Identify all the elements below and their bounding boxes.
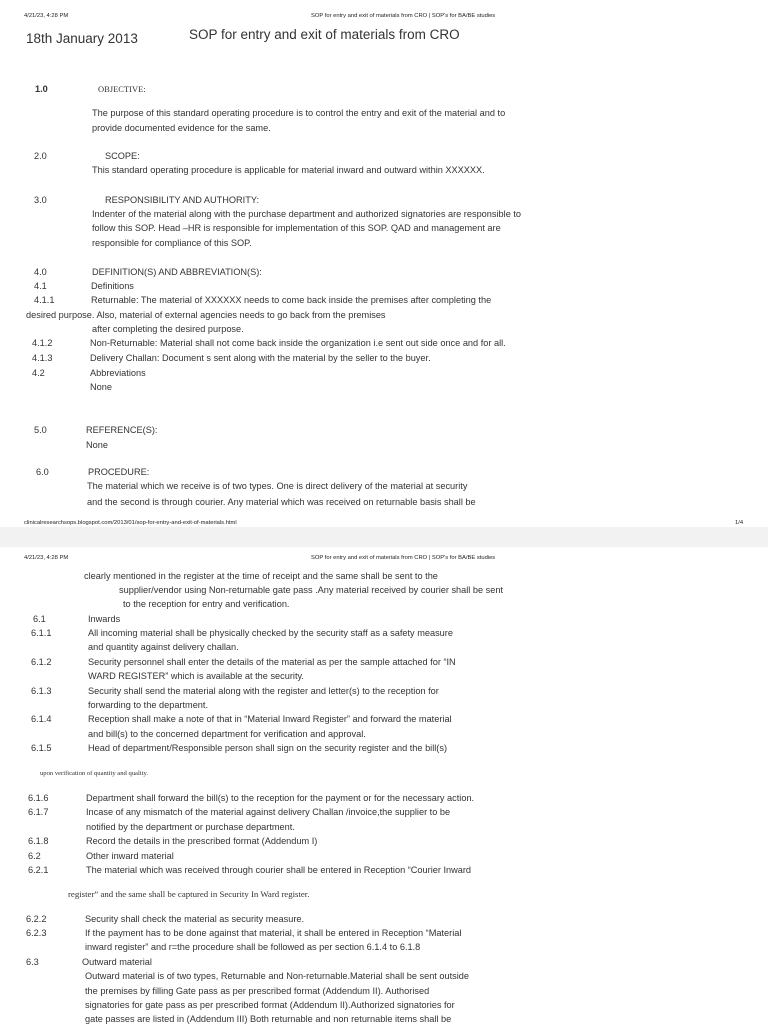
body-text: Indenter of the material along with the purchase department and authorized signatories are responsible to bbox=[92, 209, 522, 219]
document-date: 18th January 2013 bbox=[26, 31, 138, 46]
section-number: 2.0 bbox=[34, 151, 47, 161]
body-text: Delivery Challan: Document s sent along with the material by the seller to the buyer. bbox=[90, 353, 431, 363]
section-number: 6.2.2 bbox=[26, 914, 47, 924]
body-text: upon verification of quantity and quality. bbox=[40, 770, 148, 777]
body-text: WARD REGISTER” which is available at the security. bbox=[88, 671, 304, 681]
page-separator bbox=[0, 527, 768, 547]
section-number: 6.2.3 bbox=[26, 928, 47, 938]
print-timestamp: 4/21/23, 4:28 PM bbox=[24, 555, 69, 561]
section-number: 6.1 bbox=[33, 614, 46, 624]
section-number: 6.1.3 bbox=[31, 686, 52, 696]
body-text: Outward material is of two types, Returnable and Non-returnable.Material shall be sent outside bbox=[85, 971, 470, 981]
section-number: 6.1.8 bbox=[28, 836, 49, 846]
body-text: gate passes are listed in (Addendum III) Both returnable and non returnable items shall be bbox=[85, 1014, 452, 1024]
body-text: clearly mentioned in the register at the time of receipt and the same shall be sent to the bbox=[84, 571, 438, 581]
section-number: 6.2.1 bbox=[28, 865, 49, 875]
body-text: None bbox=[86, 440, 108, 450]
body-text: The material which we receive is of two types. One is direct delivery of the material at security bbox=[87, 481, 468, 491]
body-text: Security shall check the material as security measure. bbox=[85, 914, 305, 924]
body-text: Incase of any mismatch of the material against delivery Challan /invoice,the supplier to be bbox=[86, 807, 451, 817]
body-text: The material which was received through courier shall be entered in Reception “Courier Inward bbox=[86, 865, 472, 875]
document-title: SOP for entry and exit of materials from CRO bbox=[189, 27, 460, 42]
body-text: register” and the same shall be captured in Security In Ward register. bbox=[68, 889, 310, 899]
body-text: None bbox=[90, 382, 112, 392]
section-heading: RESPONSIBILITY AND AUTHORITY: bbox=[105, 195, 260, 205]
section-number: 4.1.3 bbox=[32, 353, 53, 363]
body-text: the premises by filling Gate pass as per prescribed format (Addendum II). Authorised bbox=[85, 986, 430, 996]
section-number: 6.1.4 bbox=[31, 714, 52, 724]
body-text: follow this SOP. Head –HR is responsible for implementation of this SOP. QAD and management are bbox=[92, 223, 501, 233]
body-text: Security shall send the material along with the register and letter(s) to the reception for bbox=[88, 686, 439, 696]
print-timestamp: 4/21/23, 4:28 PM bbox=[24, 13, 69, 19]
body-text: forwarding to the department. bbox=[88, 700, 209, 710]
body-text: supplier/vendor using Non-returnable gate pass .Any material received by courier shall be sent bbox=[119, 585, 504, 595]
body-text: responsible for compliance of this SOP. bbox=[92, 238, 252, 248]
section-number: 6.0 bbox=[36, 467, 49, 477]
body-text: after completing the desired purpose. bbox=[92, 324, 244, 334]
section-heading: SCOPE: bbox=[105, 151, 140, 161]
body-text: Inwards bbox=[88, 614, 121, 624]
body-text: to the reception for entry and verification. bbox=[123, 599, 290, 609]
body-text: Other inward material bbox=[86, 851, 174, 861]
body-text: and the second is through courier. Any material which was received on returnable basis shall be bbox=[87, 497, 476, 507]
section-heading: PROCEDURE: bbox=[88, 467, 150, 477]
section-number: 1.0 bbox=[35, 84, 48, 94]
body-text: Outward material bbox=[82, 957, 152, 967]
body-text: provide documented evidence for the same. bbox=[92, 123, 271, 133]
footer-url: clinicalresearchsops.blogspot.com/2013/01/sop-for-entry-and-exit-of-materials.html bbox=[24, 520, 237, 526]
section-number: 4.1.1 bbox=[34, 295, 55, 305]
body-text: notified by the department or purchase department. bbox=[86, 822, 295, 832]
section-heading: REFERENCE(S): bbox=[86, 425, 158, 435]
body-text: inward register” and r=the procedure shall be followed as per section 6.1.4 to 6.1.8 bbox=[85, 942, 421, 952]
body-text: and quantity against delivery challan. bbox=[88, 642, 239, 652]
section-number: 4.1 bbox=[34, 281, 47, 291]
section-number: 3.0 bbox=[34, 195, 47, 205]
body-text: Head of department/Responsible person shall sign on the security register and the bill(s) bbox=[88, 743, 448, 753]
section-number: 6.2 bbox=[28, 851, 41, 861]
section-number: 6.1.2 bbox=[31, 657, 52, 667]
section-number: 6.1.7 bbox=[28, 807, 49, 817]
body-text: If the payment has to be done against that material, it shall be entered in Reception “Material bbox=[85, 928, 462, 938]
footer-page-number: 1/4 bbox=[735, 520, 744, 526]
body-text: signatories for gate pass as per prescribed format (Addendum II).Authorized signatories for bbox=[85, 1000, 455, 1010]
body-text: Record the details in the prescribed format (Addendum I) bbox=[86, 836, 318, 846]
section-number: 4.2 bbox=[32, 368, 45, 378]
body-text: and bill(s) to the concerned department for verification and approval. bbox=[88, 729, 366, 739]
section-heading: OBJECTIVE: bbox=[98, 84, 146, 94]
print-page-title: SOP for entry and exit of materials from CRO | SOP's for BA/BE studies bbox=[311, 555, 496, 561]
body-text: Definitions bbox=[91, 281, 134, 291]
body-text: Security personnel shall enter the details of the material as per the sample attached for “IN bbox=[88, 657, 456, 667]
body-text: This standard operating procedure is applicable for material inward and outward within XXXXXX. bbox=[92, 165, 485, 175]
body-text: desired purpose. Also, material of external agencies needs to go back from the premises bbox=[26, 310, 386, 320]
body-text: Abbreviations bbox=[90, 368, 146, 378]
body-text: Department shall forward the bill(s) to the reception for the payment or for the necessary action. bbox=[86, 793, 475, 803]
section-number: 6.1.1 bbox=[31, 628, 52, 638]
section-number: 6.1.5 bbox=[31, 743, 52, 753]
section-heading: DEFINITION(S) AND ABBREVIATION(S): bbox=[92, 267, 262, 277]
body-text: Returnable: The material of XXXXXX needs to come back inside the premises after completing the bbox=[91, 295, 492, 305]
body-text: All incoming material shall be physically checked by the security staff as a safety measure bbox=[88, 628, 453, 638]
body-text: Reception shall make a note of that in “Material Inward Register” and forward the material bbox=[88, 714, 452, 724]
section-number: 6.1.6 bbox=[28, 793, 49, 803]
section-number: 5.0 bbox=[34, 425, 47, 435]
section-number: 4.0 bbox=[34, 267, 47, 277]
body-text: Non-Returnable: Material shall not come back inside the organization i.e sent out side once and for all. bbox=[90, 338, 506, 348]
body-text: The purpose of this standard operating procedure is to control the entry and exit of the material and to bbox=[92, 108, 506, 118]
section-number: 4.1.2 bbox=[32, 338, 53, 348]
section-number: 6.3 bbox=[26, 957, 39, 967]
print-page-title: SOP for entry and exit of materials from CRO | SOP's for BA/BE studies bbox=[311, 13, 496, 19]
